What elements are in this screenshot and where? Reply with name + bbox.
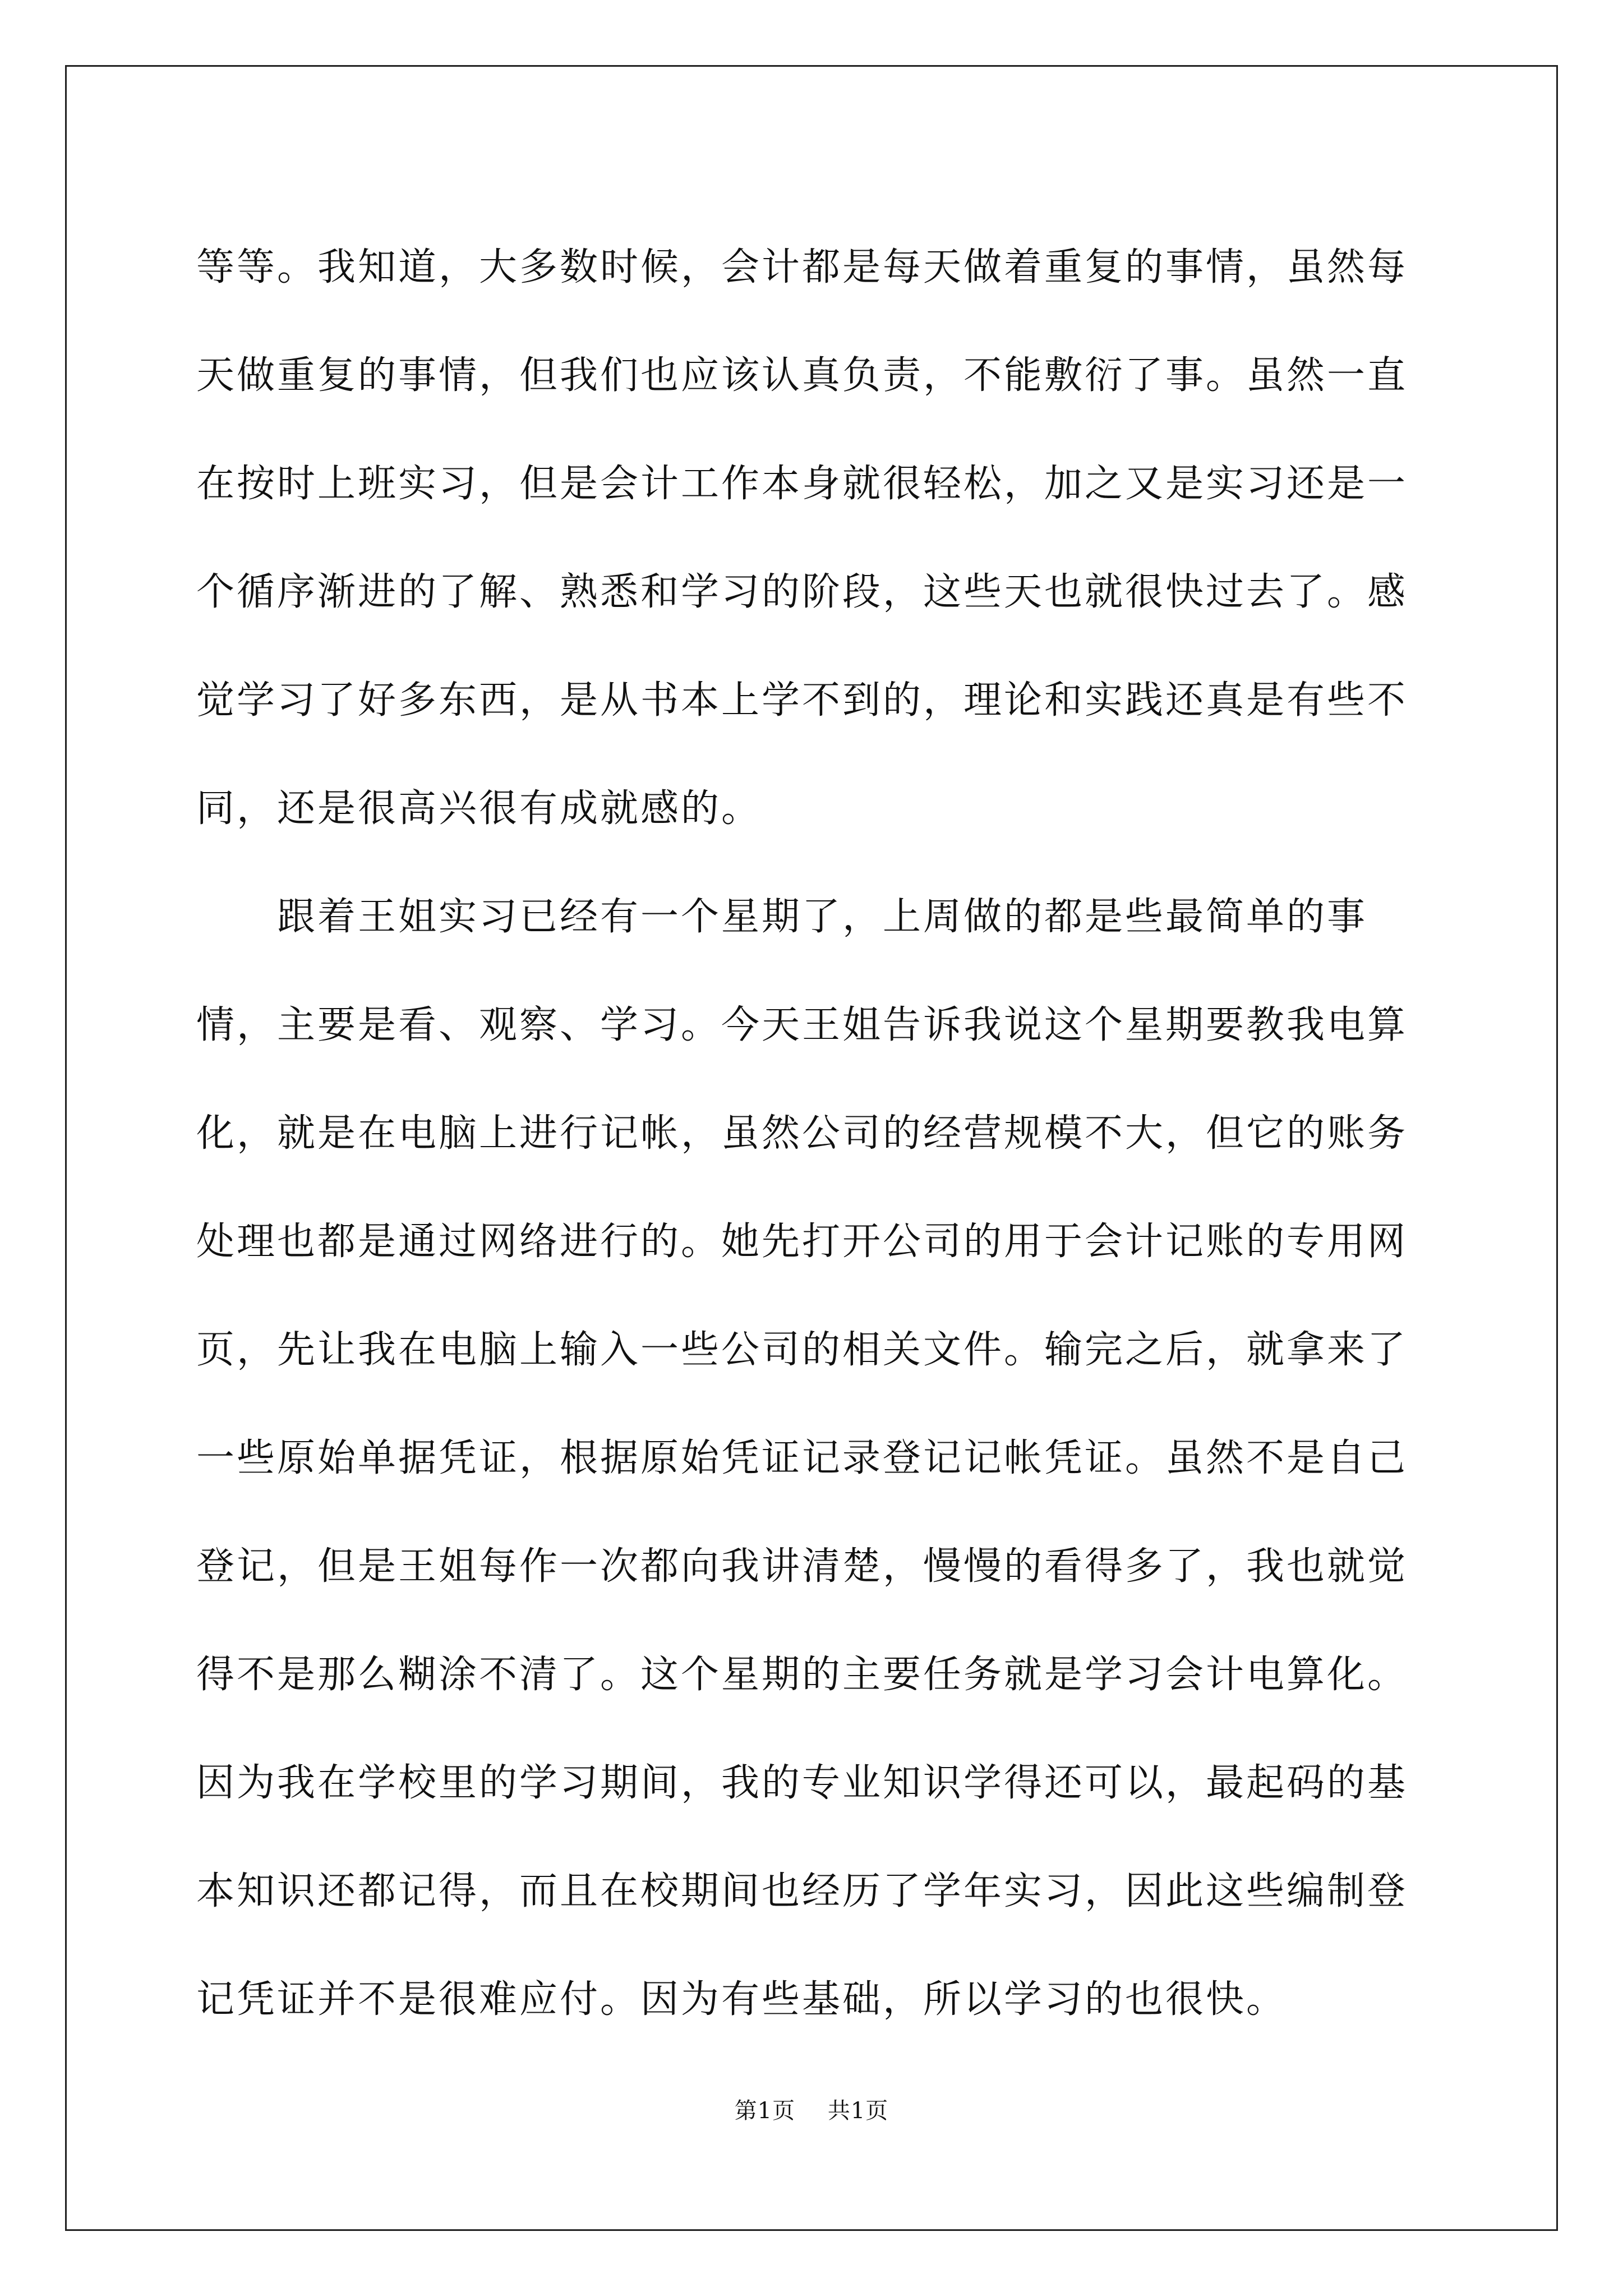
paragraph-2: 跟着王姐实习已经有一个星期了，上周做的都是些最简单的事情，主要是看、观察、学习。今天王姐告诉我说这个星期要教我电算化，就是在电脑上进行记帐，虽然公司的经营规模不大，但它的账务处理也都是通过网络进行的。她先打开公司的用于会计记账的专用网页，先让我在电脑上输入一些公司的相关文件。输完之后，就拿来了一些原始单据凭证，根据原始凭证记录登记记帐凭证。虽然不是自己登记，但是王姐每作一次都向我讲清楚，慢慢的看得多了，我也就觉得不是那么糊涂不清了。这个星期的主要任务就是学习会计电算化。因为我在学校里的学习期间，我的专业知识学得还可以，最起码的基本知识还都记得，而且在校期间也经历了学年实习，因此这些编制登记凭证并不是很难应付。因为有些基础，所以学习的也很快。 [196,895,1408,2022]
paragraph-1: 等等。我知道，大多数时候，会计都是每天做着重复的事情，虽然每天做重复的事情，但我们也应该认真负责，不能敷衍了事。虽然一直在按时上班实习，但是会计工作本身就很轻松，加之又是实习还是一个循序渐进的了解、熟悉和学习的阶段，这些天也就很快过去了。感觉学习了好多东西，是从书本上学不到的，理论和实践还真是有些不同，还是很高兴很有成就感的。 [196,245,1408,831]
document-body [196,213,1430,2054]
page-footer [0,2097,1623,2125]
page-number-total: 共1页 [827,2098,889,2124]
page-number-current: 第1页 [734,2098,796,2124]
